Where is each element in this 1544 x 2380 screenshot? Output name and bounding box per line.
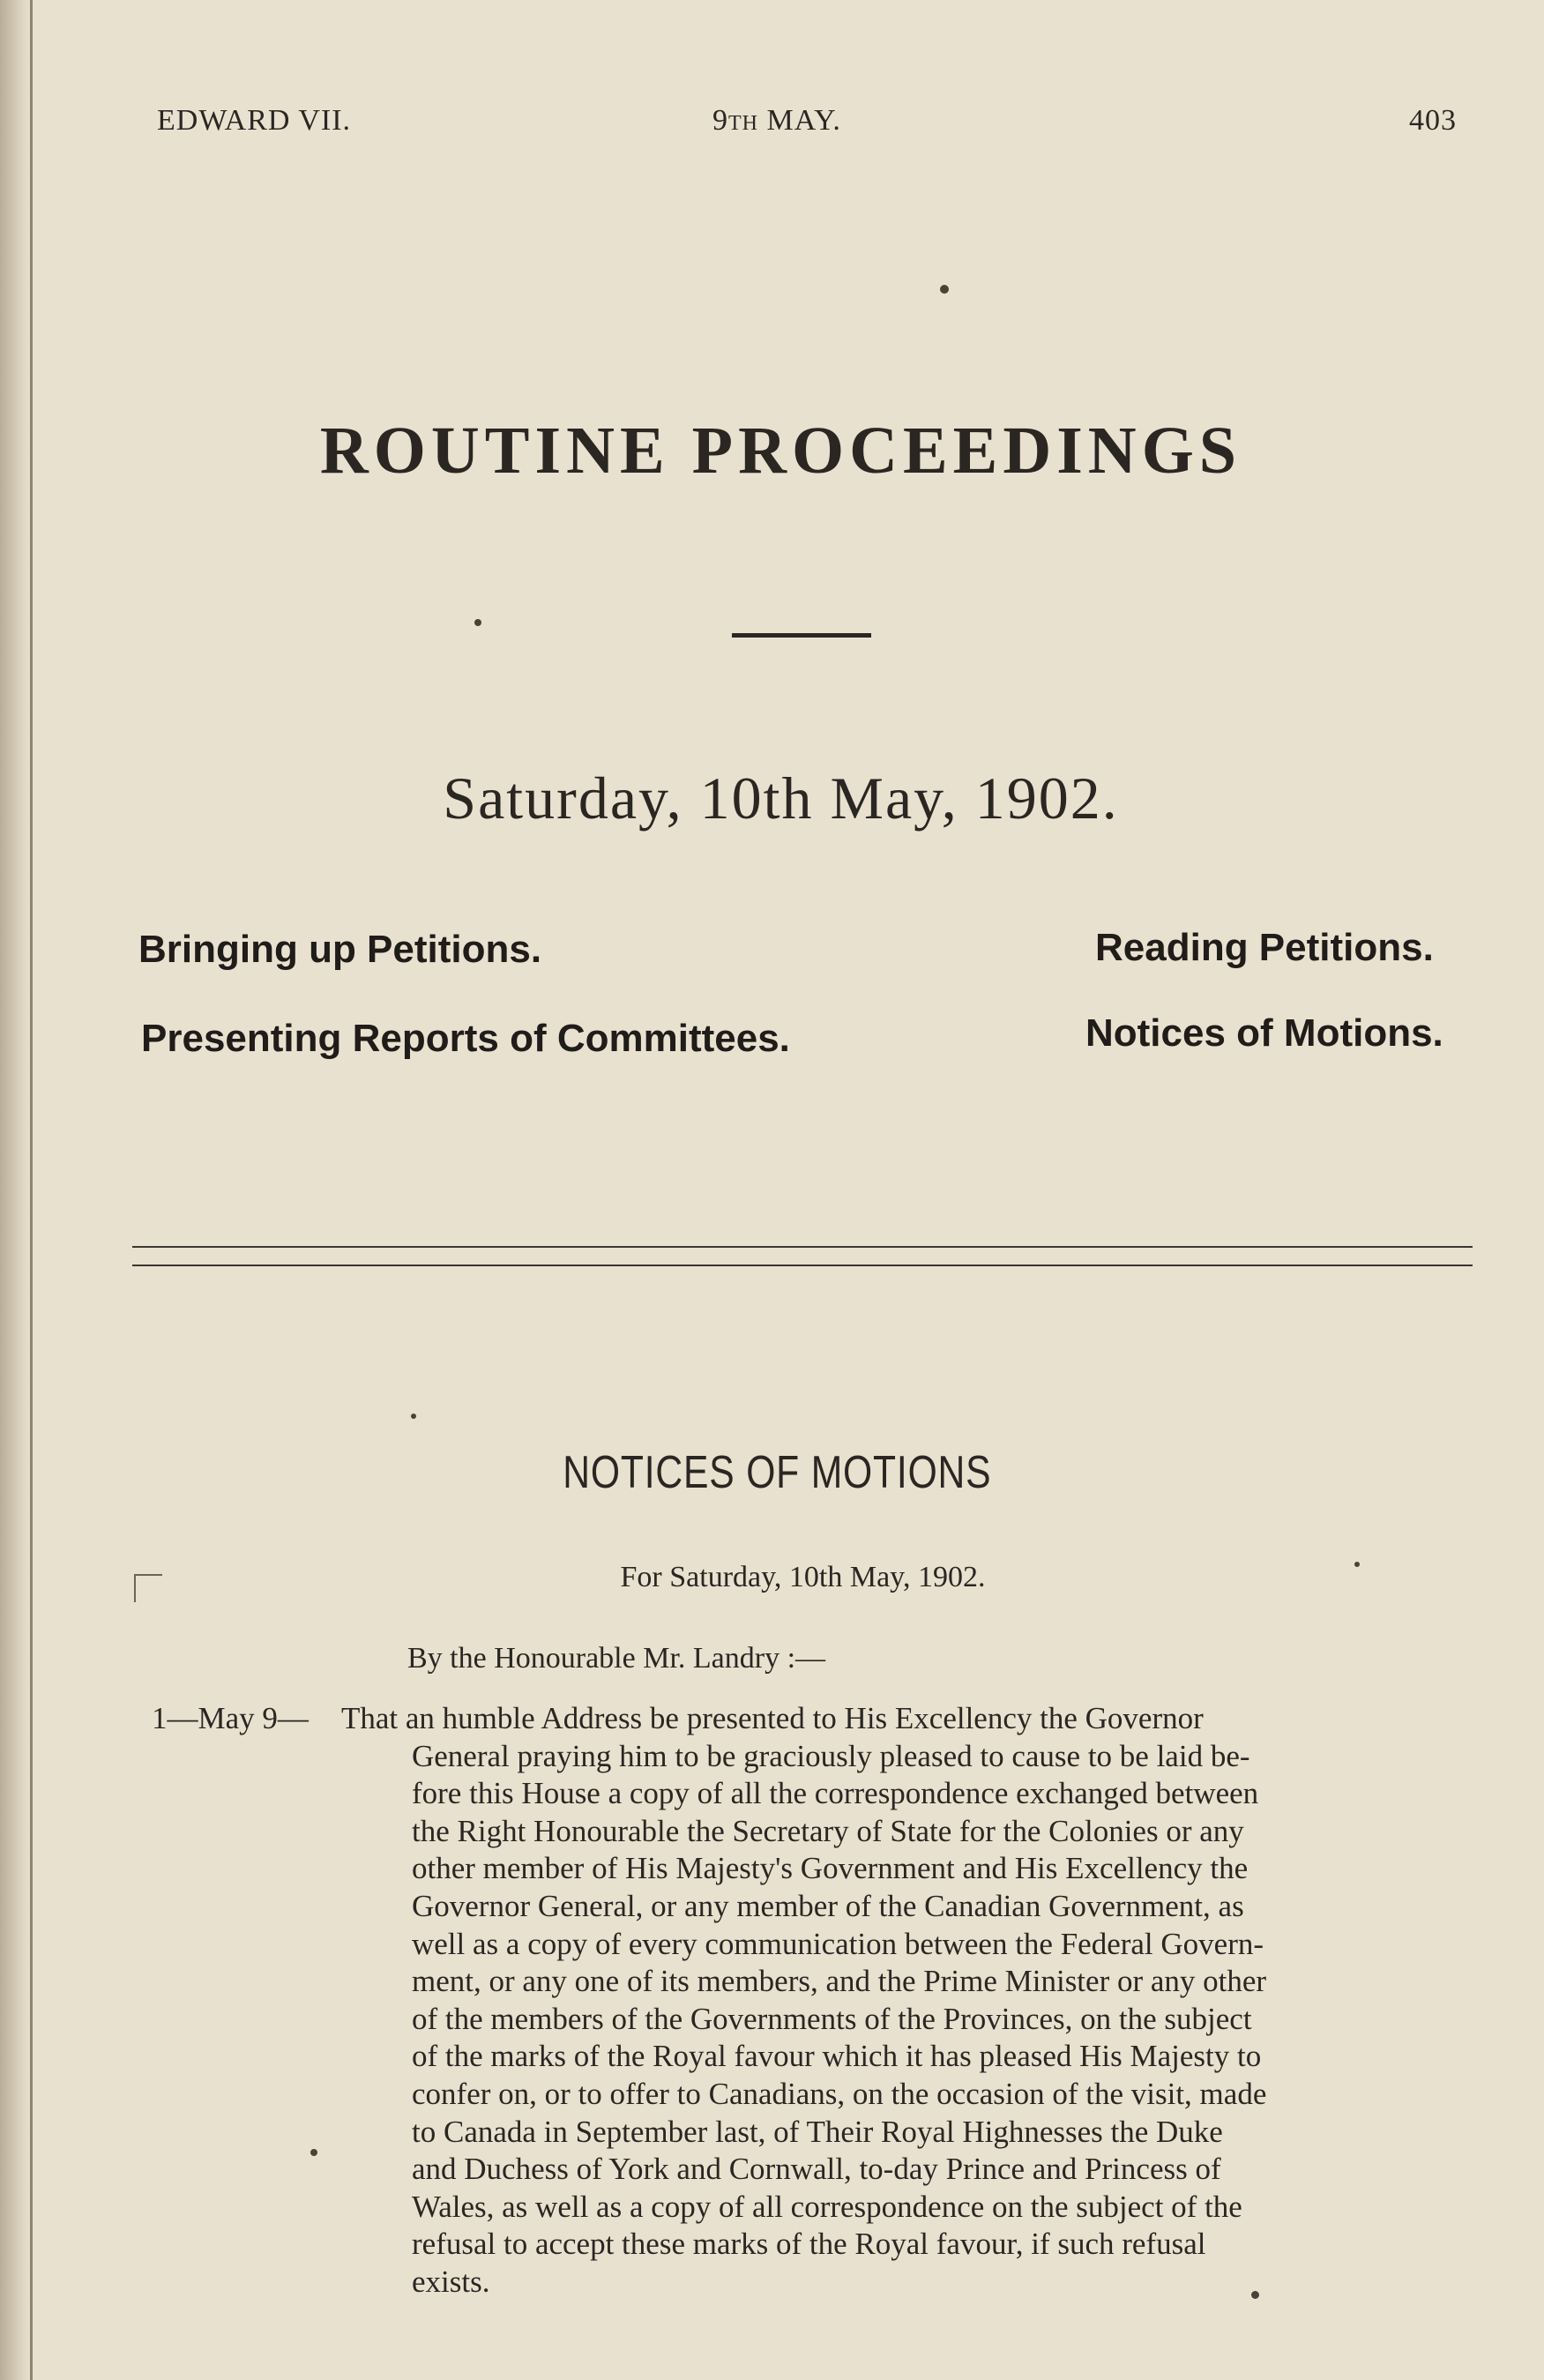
- paper-speck: [474, 619, 481, 626]
- paper-speck: [940, 285, 949, 294]
- running-head-day: 9: [712, 104, 728, 137]
- motion-line: other member of His Majesty's Government and His Excellency the: [412, 1851, 1249, 1886]
- running-head-month: MAY.: [766, 104, 841, 137]
- section-divider-bottom: [132, 1265, 1473, 1266]
- motion-line: to Canada in September last, of Their Royal Highnesses the Duke: [412, 2114, 1223, 2149]
- motion-number: 1—May 9—: [152, 1701, 309, 1735]
- motion-line: fore this House a copy of all the correspondence exchanged between: [412, 1776, 1259, 1811]
- motion-line: and Duchess of York and Cornwall, to-day Prince and Princess of: [412, 2152, 1221, 2187]
- motion-line: well as a copy of every communication between the Federal Govern-: [412, 1926, 1264, 1961]
- running-head-left: EDWARD VII.: [157, 104, 352, 137]
- paper-speck: [310, 2149, 317, 2156]
- mover-line: By the Honourable Mr. Landry :—: [407, 1642, 826, 1675]
- section-divider-top: [132, 1246, 1473, 1248]
- motion-line: Governor General, or any member of the Canadian Government, as: [412, 1888, 1244, 1923]
- proceeding-bringing-up-petitions: Bringing up Petitions.: [138, 928, 542, 971]
- motion-line: ment, or any one of its members, and the Prime Minister or any other: [412, 1964, 1267, 1999]
- proceeding-reading-petitions: Reading Petitions.: [1095, 926, 1434, 969]
- motion-line: General praying him to be graciously pleased to cause to be laid be-: [412, 1738, 1250, 1773]
- motion-line: exists.: [412, 2264, 490, 2299]
- sitting-date: Saturday, 10th May, 1902.: [443, 765, 1119, 832]
- paper-speck: [1354, 1562, 1360, 1567]
- motion-text: [341, 1700, 1483, 2302]
- running-head-date: [712, 104, 841, 138]
- section-title: NOTICES OF MOTIONS: [563, 1447, 992, 1498]
- motion-line: That an humble Address be presented to His Excellency the Governor: [341, 1701, 1204, 1735]
- running-head-ordinal: TH: [728, 112, 758, 135]
- motion-line: of the marks of the Royal favour which it has pleased His Majesty to: [412, 2039, 1262, 2074]
- proceeding-notices-of-motions: Notices of Motions.: [1085, 1011, 1443, 1055]
- proceeding-presenting-reports: Presenting Reports of Committees.: [141, 1017, 790, 1060]
- page-number: 403: [1409, 104, 1457, 137]
- motion-line: Wales, as well as a copy of all correspondence on the subject of the: [412, 2189, 1242, 2224]
- paper-speck: [411, 1414, 416, 1419]
- notice-date: For Saturday, 10th May, 1902.: [620, 1561, 986, 1593]
- title-divider: [732, 633, 871, 638]
- running-head: [0, 104, 1544, 139]
- motion-line: of the members of the Governments of the Provinces, on the subject: [412, 2001, 1252, 2036]
- binding-edge: [30, 0, 33, 2380]
- motion-line: the Right Honourable the Secretary of State for the Colonies or any: [412, 1813, 1244, 1848]
- motion-line: refusal to accept these marks of the Royal favour, if such refusal: [412, 2227, 1206, 2262]
- paper-speck: [1251, 2291, 1259, 2299]
- motion-line: confer on, or to offer to Canadians, on the occasion of the visit, made: [412, 2076, 1267, 2111]
- page-title: ROUTINE PROCEEDINGS: [319, 414, 1242, 488]
